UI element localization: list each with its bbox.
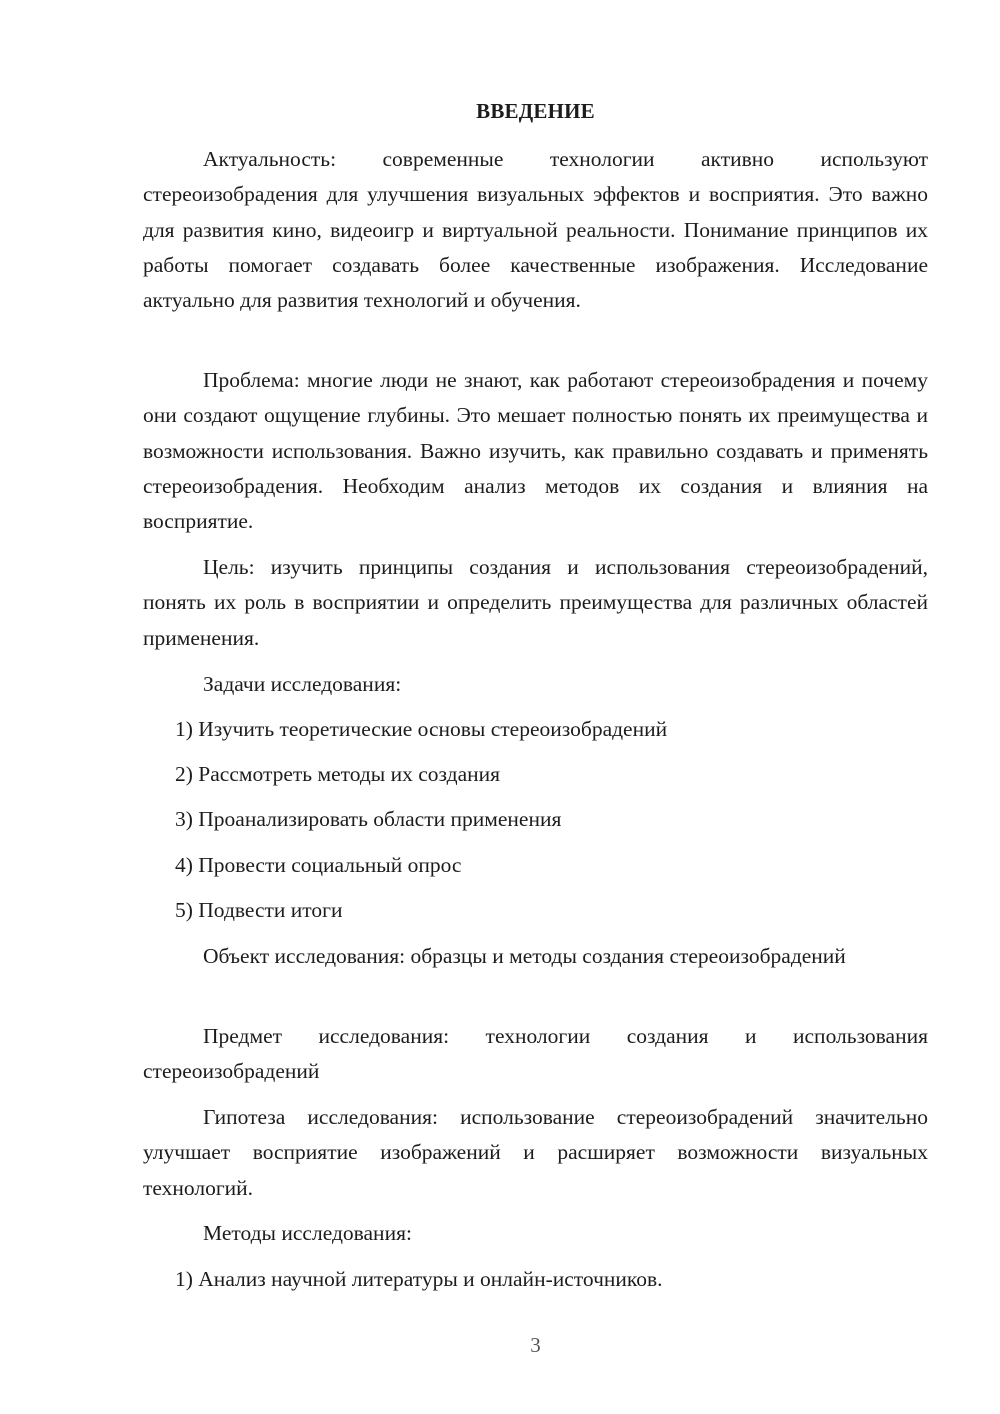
page-number: 3 bbox=[530, 1333, 541, 1357]
task-item-5: 5) Подвести итоги bbox=[175, 898, 343, 922]
methods-heading: Методы исследования: bbox=[203, 1221, 412, 1245]
method-item-1: 1) Анализ научной литературы и онлайн-источников. bbox=[175, 1267, 663, 1291]
tasks-heading: Задачи исследования: bbox=[203, 672, 402, 696]
object-paragraph: Объект исследования: образцы и методы создания стереоизобрадений bbox=[203, 944, 846, 968]
document-page bbox=[143, 0, 928, 1414]
hypothesis-paragraph: Гипотеза исследования: использование стереоизобрадений значительно улучшает восприятие изображений и расширяет возможности визуальных технологий. bbox=[143, 1105, 928, 1200]
relevance-paragraph: Актуальность: современные технологии активно используют стереоизобрадения для улучшения визуальных эффектов и восприятия. Это важно для развития кино, видеоигр и виртуальной реальности. Понимание принципов их работы помогает создавать более качественные изображения. Исследование актуально для развития технологий и обучения. bbox=[143, 147, 928, 313]
task-item-4: 4) Провести социальный опрос bbox=[175, 853, 462, 877]
task-item-3: 3) Проанализировать области применения bbox=[175, 807, 562, 831]
problem-paragraph: Проблема: многие люди не знают, как работают стереоизобрадения и почему они создают ощущение глубины. Это мешает полностью понять их преимущества и возможности использования. Важно изучить, как правильно создавать и применять стереоизобрадения. Необходим анализ методов их создания и влияния на восприятие. bbox=[143, 368, 928, 534]
task-item-2: 2) Рассмотреть методы их создания bbox=[175, 762, 501, 786]
subject-paragraph: Предмет исследования: технологии создания и использования стереоизобрадений bbox=[143, 1024, 928, 1084]
task-item-1: 1) Изучить теоретические основы стереоизобрадений bbox=[175, 717, 668, 741]
section-title: ВВЕДЕНИЕ bbox=[476, 99, 595, 123]
goal-paragraph: Цель: изучить принципы создания и использования стереоизобрадений, понять их роль в восприятии и определить преимущества для различных областей применения. bbox=[143, 555, 928, 650]
